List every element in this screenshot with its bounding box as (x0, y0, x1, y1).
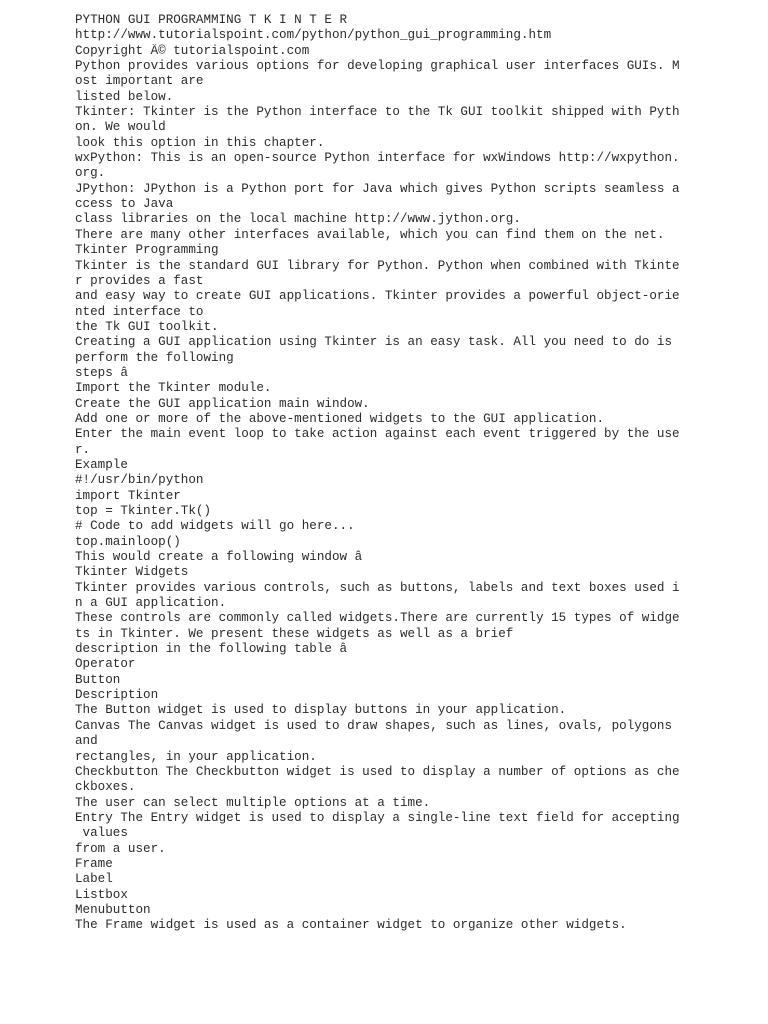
text-line: Menubutton (75, 902, 151, 917)
text-line: Import the Tkinter module. (75, 381, 272, 396)
text-line: values (75, 826, 128, 841)
text-line: on. We would (75, 120, 166, 135)
text-line: Description (75, 688, 159, 703)
text-line: top.mainloop() (75, 534, 181, 549)
text-line: #!/usr/bin/python (75, 473, 204, 488)
text-line: ckboxes. (75, 780, 136, 795)
text-line: and (75, 734, 98, 749)
text-line: Tkinter Programming (75, 243, 219, 258)
text-line: rectangles, in your application. (75, 749, 317, 764)
text-line: import Tkinter (75, 488, 181, 503)
text-line: This would create a following window â (75, 550, 363, 565)
text-line: Enter the main event loop to take action against each event triggered by the use (75, 427, 680, 442)
text-line: look this option in this chapter. (75, 135, 325, 150)
text-line: description in the following table â (75, 642, 348, 657)
text-line: Checkbutton The Checkbutton widget is used to display a number of options as che (75, 764, 680, 779)
text-line: ost important are (75, 74, 204, 89)
text-line: the Tk GUI toolkit. (75, 319, 219, 334)
text-line: Listbox (75, 887, 128, 902)
text-line: Example (75, 457, 128, 472)
text-line: and easy way to create GUI applications. Tkinter provides a powerful object-orie (75, 289, 680, 304)
text-line: There are many other interfaces available, which you can find them on the net. (75, 227, 665, 242)
text-line: Copyright Â© tutorialspoint.com (75, 43, 310, 58)
text-line: ts in Tkinter. We present these widgets as well as a brief (75, 626, 514, 641)
text-line: r. (75, 442, 91, 457)
text-line: The Button widget is used to display buttons in your application. (75, 703, 567, 718)
text-line: n a GUI application. (75, 596, 227, 611)
text-line: The user can select multiple options at a time. (75, 795, 431, 810)
text-line: Tkinter Widgets (75, 565, 189, 580)
text-line: Button (75, 672, 121, 687)
text-line: top = Tkinter.Tk() (75, 504, 212, 518)
text-line: steps â (75, 365, 128, 380)
text-line: The Frame widget is used as a container widget to organize other widgets. (75, 918, 627, 933)
text-line: Tkinter: Tkinter is the Python interface to the Tk GUI toolkit shipped with Pyth (75, 105, 680, 120)
text-line: Add one or more of the above-mentioned widgets to the GUI application. (75, 411, 605, 426)
text-line: org. (75, 166, 106, 181)
text-line: Label (75, 872, 113, 887)
text-line: Create the GUI application main window. (75, 396, 370, 411)
text-line: Entry The Entry widget is used to display a single-line text field for accepting (75, 810, 680, 825)
text-line: These controls are commonly called widgets.There are currently 15 types of widge (75, 611, 680, 626)
text-line: JPython: JPython is a Python port for Java which gives Python scripts seamless a (75, 181, 680, 196)
text-line: Python provides various options for developing graphical user interfaces GUIs. M (75, 59, 680, 74)
text-line: Canvas The Canvas widget is used to draw shapes, such as lines, ovals, polygons (75, 718, 673, 733)
text-line: Tkinter provides various controls, such as buttons, labels and text boxes used i (75, 580, 680, 595)
text-line: Creating a GUI application using Tkinter is an easy task. All you need to do is (75, 335, 673, 350)
text-line: from a user. (75, 841, 166, 856)
text-line: wxPython: This is an open-source Python interface for wxWindows http://wxpython. (75, 151, 680, 166)
text-line: perform the following (75, 350, 234, 365)
text-line: http://www.tutorialspoint.com/python/python_gui_programming.htm (75, 28, 552, 43)
text-line: PYTHON GUI PROGRAMMING T K I N T E R (75, 13, 348, 27)
text-line: Frame (75, 856, 113, 871)
text-line: # Code to add widgets will go here... (75, 519, 355, 534)
text-line: listed below. (75, 89, 174, 104)
text-line: nted interface to (75, 304, 204, 319)
text-line: class libraries on the local machine http://www.jython.org. (75, 212, 521, 227)
text-line: ccess to Java (75, 197, 174, 212)
document-text (75, 13, 755, 934)
text-line: Tkinter is the standard GUI library for Python. Python when combined with Tkinte (75, 258, 680, 273)
text-line: Operator (75, 657, 136, 672)
text-line: r provides a fast (75, 273, 204, 288)
